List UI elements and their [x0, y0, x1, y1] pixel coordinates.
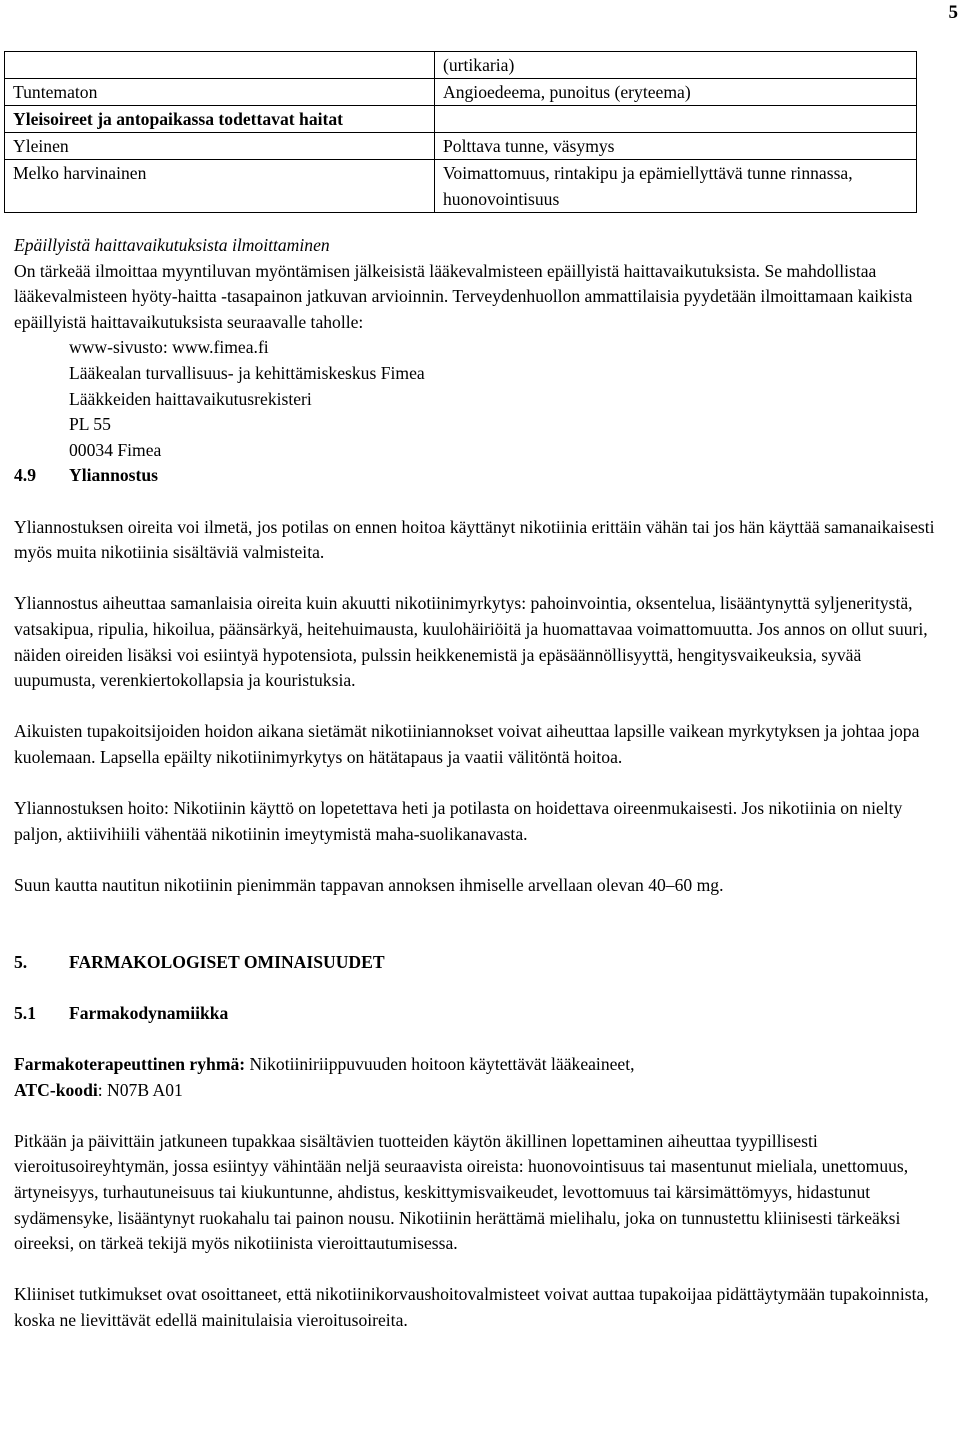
page-number: 5 — [948, 2, 958, 23]
table-cell-effect: (urtikaria) — [435, 52, 917, 79]
table-cell-effect: Voimattomuus, rintakipu ja epämiellyttävä tunne rinnassa, huonovointisuus — [435, 160, 917, 213]
spacer — [14, 1026, 944, 1052]
section-5-1-title: Farmakodynamiikka — [69, 1002, 229, 1023]
table-cell-frequency: Yleinen — [5, 133, 435, 160]
table-cell-effect: Polttava tunne, väsymys — [435, 133, 917, 160]
pharmacotherapeutic-group-label: Farmakoterapeuttinen ryhmä: — [14, 1054, 246, 1074]
spacer — [14, 1257, 944, 1283]
table-cell-frequency — [5, 52, 435, 79]
spacer — [14, 566, 944, 592]
reporting-address-line: Lääkkeiden haittavaikutusrekisteri — [69, 388, 312, 409]
overdose-paragraph: Yliannostuksen oireita voi ilmetä, jos potilas on ennen hoitoa käyttänyt nikotiinia erittäin vähän tai jos hän käyttää samanaikaisesti myös muita nikotiinia sisältäviä valmisteita. — [14, 516, 935, 563]
spacer — [14, 489, 944, 515]
overdose-paragraph: Yliannostuksen hoito: Nikotiinin käyttö on lopetettava heti ja potilasta on hoidettava oireenmukaisesti. Jos nikotiinia on nielty paljon, aktiivihiili vähentää nikotiinin imeytymistä maha-suolikanavasta. — [14, 798, 903, 844]
table-cell-effect — [435, 106, 917, 133]
section-5-title: FARMAKOLOGISET OMINAISUUDET — [69, 951, 385, 972]
spacer — [14, 975, 944, 1001]
atc-code-label: ATC-koodi — [14, 1079, 98, 1100]
section-4-9-title: Yliannostus — [69, 465, 158, 486]
reporting-title: Epäillyistä haittavaikutuksista ilmoittaminen — [14, 235, 330, 255]
table-cell-frequency: Tuntematon — [5, 79, 435, 106]
atc-code-value: : N07B A01 — [97, 1079, 183, 1100]
table-row — [5, 52, 917, 79]
pharmacotherapeutic-group — [14, 1052, 944, 1078]
section-5-heading — [14, 950, 944, 976]
reporting-address-line: 00034 Fimea — [69, 439, 162, 460]
overdose-paragraph: Aikuisten tupakoitsijoiden hoidon aikana sietämät nikotiiniannokset voivat aiheuttaa lapsille vaikean myrkytyksen ja johtaa jopa kuolemaan. Lapsella epäilty nikotiinimyrkytys on hätätapaus ja vaatii välitöntä hoitoa. — [14, 721, 920, 767]
section-5-1-number: 5.1 — [14, 1002, 36, 1023]
adverse-effects-table-body — [5, 52, 917, 213]
adverse-effects-table — [4, 51, 917, 213]
overdose-paragraph: Suun kautta nautitun nikotiinin pienimmän tappavan annoksen ihmiselle arvellaan olevan 40–60 mg. — [14, 874, 724, 895]
reporting-address-line: www-sivusto: www.fimea.fi — [69, 337, 269, 358]
spacer — [14, 770, 944, 796]
spacer — [14, 924, 944, 950]
adverse-effects-table-wrapper — [4, 51, 917, 213]
table-row — [5, 133, 917, 160]
section-4-9-heading — [14, 463, 944, 489]
pharmacodynamics-paragraph: Pitkään ja päivittäin jatkuneen tupakkaa sisältävien tuotteiden käytön äkillinen lopettaminen aiheuttaa tyypillisesti vieroitusoireyhtymän, jossa esiintyy vähintään neljä seuraavista oireista: huonovointisuus tai masentunut mieliala, unettomuus, ärtyneisyys, turhautuneisuus tai kiukuntunne, ahdistus, keskittymisvaikeudet, levottomuus tai kärsimättömyys, hidastunut sydämensyke, lisääntynyt ruokahalu tai painon nousu. Nikotiinin herättämä mielihalu, joka on tunnustettu kliinisesti tärkeäksi oireeksi, on tärkeä tekijä myös nikotiinista vieroittautumisessa. — [14, 1130, 909, 1254]
table-row — [5, 106, 917, 133]
pharmacodynamics-paragraph: Kliiniset tutkimukset ovat osoittaneet, että nikotiinikorvaushoitovalmisteet voivat auttaa tupakoijaa pidättäytymään tupakoinnista, koska ne lievittävät edellä mainitulaisia vieroitusoireita. — [14, 1284, 929, 1330]
reporting-address-line: Lääkealan turvallisuus- ja kehittämiskeskus Fimea — [69, 362, 425, 383]
spacer — [14, 898, 944, 924]
table-cell-effect: Angioedeema, punoitus (eryteema) — [435, 79, 917, 106]
section-5-1-heading — [14, 1001, 944, 1027]
pharmacotherapeutic-group-value: Nikotiiniriippuvuuden hoitoon käytettävät lääkeaineet, — [245, 1054, 635, 1074]
table-cell-frequency: Yleisoireet ja antopaikassa todettavat haitat — [5, 106, 435, 133]
section-5-number: 5. — [14, 951, 28, 972]
spacer — [14, 694, 944, 720]
reporting-text: On tärkeää ilmoittaa myyntiluvan myöntämisen jälkeisistä lääkevalmisteen epäillyistä haittavaikutuksista. Se mahdollistaa lääkevalmisteen hyöty-haitta -tasapainon jatkuvan arvioinnin. Terveydenhuollon ammattilaisia pyydetään ilmoittamaan kaikista epäillyistä haittavaikutuksista seuraavalle taholle: — [14, 260, 913, 332]
table-row — [5, 160, 917, 213]
document-body — [14, 233, 944, 1334]
spacer — [14, 847, 944, 873]
section-4-9-number: 4.9 — [14, 465, 36, 486]
spacer — [14, 1103, 944, 1129]
table-cell-frequency: Melko harvinainen — [5, 160, 435, 213]
reporting-address-line: PL 55 — [69, 414, 111, 435]
atc-code — [14, 1078, 944, 1104]
table-row — [5, 79, 917, 106]
overdose-paragraph: Yliannostus aiheuttaa samanlaisia oireita kuin akuutti nikotiinimyrkytys: pahoinvointia, oksentelua, lisääntynyttä syljeneritystä, vatsakipua, ripulia, hikoilua, päänsärkyä, heitehuimausta, kuulohäiriöitä ja huomattavaa voimattomuutta. Jos annos on ollut suuri, näiden oireiden lisäksi voi esiintyä hypotensiota, pulssin heikkenemistä ja epäsäännöllisyyttä, hengitysvaikeuksia, syvää uupumusta, verenkiertokollapsia ja kouristuksia. — [14, 593, 928, 691]
